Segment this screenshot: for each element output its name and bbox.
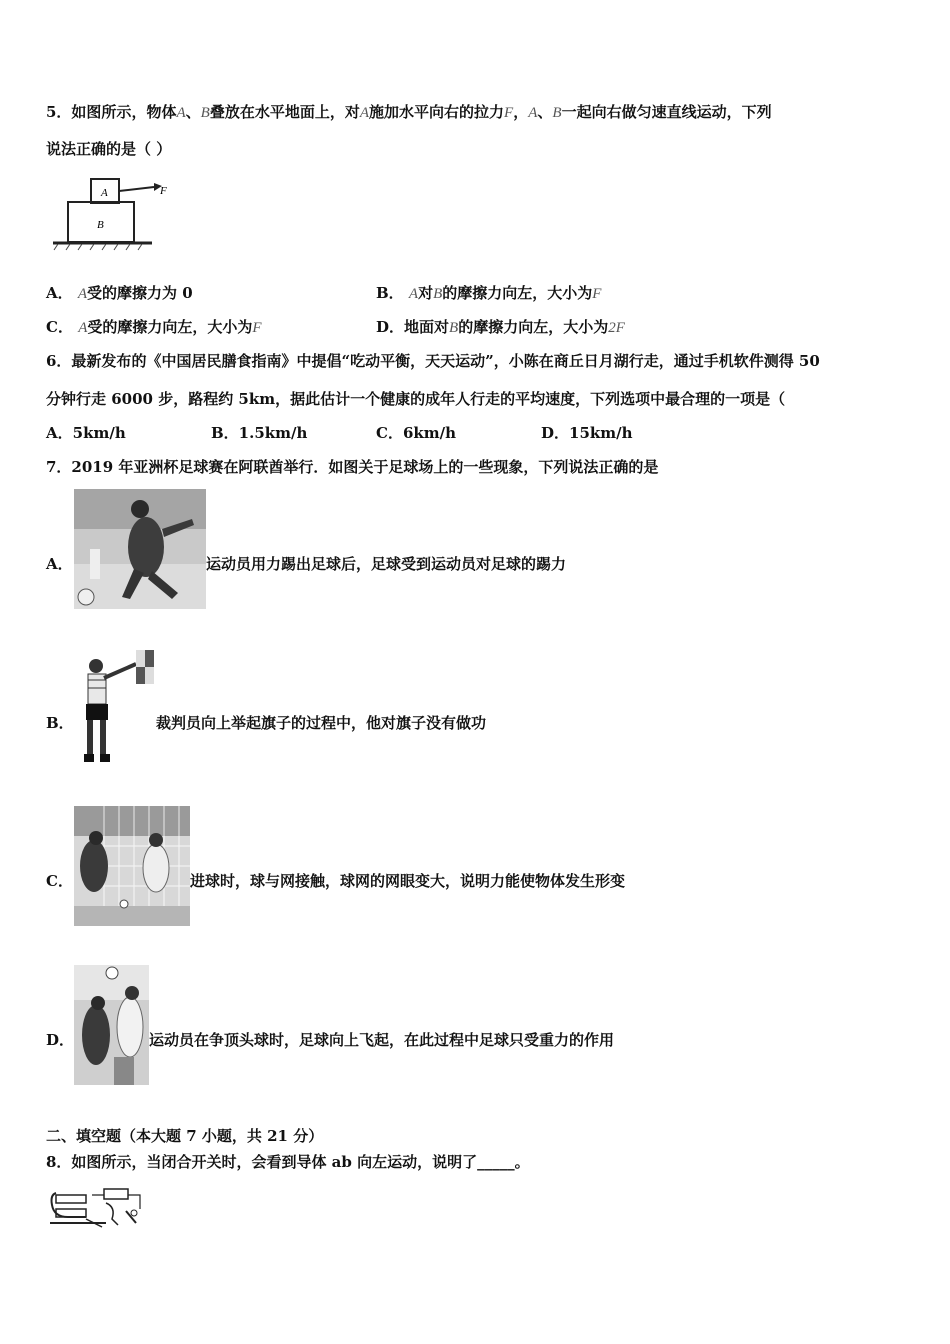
section-2-title: 二、填空题（本大题 7 小题，共 21 分）	[46, 1127, 324, 1145]
q5-figure-label-a: A	[101, 187, 108, 199]
q7-option-d-photo	[74, 965, 149, 1085]
q5-figure-blocks	[50, 170, 170, 252]
q7-option-b-photo	[74, 648, 156, 768]
q7-option-c-text: 进球时，球与网接触，球网的网眼变大，说明力能使物体发生形变	[190, 872, 626, 890]
q5-stem-line1: 5．如图所示，物体A、B叠放在水平地面上，对A施加水平向右的拉力F，A、B一起向右做匀速直线运动，下列	[46, 103, 772, 121]
q7-option-b-label: B．	[46, 714, 74, 732]
q7-stem: 7．2019 年亚洲杯足球赛在阿联酋举行．如图关于足球场上的一些现象，下列说法正确的是	[46, 458, 659, 476]
q7-option-a-label: A．	[46, 555, 73, 573]
q7-option-b-text: 裁判员向上举起旗子的过程中，他对旗子没有做功	[156, 714, 487, 732]
q7-option-c-photo	[74, 806, 190, 926]
q6-stem-line1: 6．最新发布的《中国居民膳食指南》中提倡“吃动平衡，天天运动”，小陈在商丘日月湖行走，通过手机软件测得 50	[46, 352, 820, 370]
q5-stem-line2: 说法正确的是（ ）	[46, 140, 172, 158]
q8-figure-circuit	[46, 1183, 148, 1229]
q6-option-d: D．15km/h	[541, 424, 633, 442]
q6-option-a: A．5km/h	[46, 424, 126, 442]
q7-option-a-photo	[74, 489, 206, 609]
q6-option-c: C．6km/h	[376, 424, 457, 442]
q6-option-b: B．1.5km/h	[211, 424, 308, 442]
q6-stem-line2: 分钟行走 6000 步，路程约 5km，据此估计一个健康的成年人行走的平均速度，下列选项中最合理的一项是（	[46, 390, 786, 408]
q8-stem: 8．如图所示，当闭合开关时，会看到导体 ab 向左运动，说明了_____。	[46, 1153, 530, 1171]
q5-figure-label-f: F	[160, 185, 167, 197]
q5-option-c: C． A受的摩擦力向左，大小为F	[46, 318, 262, 336]
q7-option-c-label: C．	[46, 872, 73, 890]
q7-option-a-text: 运动员用力踢出足球后，足球受到运动员对足球的踢力	[206, 555, 567, 573]
q5-option-d: D．地面对B的摩擦力向左，大小为2F	[376, 318, 625, 336]
q5-figure-label-b: B	[97, 219, 104, 231]
q7-option-d-label: D．	[46, 1031, 75, 1049]
q5-option-b: B． A对B的摩擦力向左，大小为F	[376, 284, 602, 302]
q7-option-d-text: 运动员在争顶头球时，足球向上飞起，在此过程中足球只受重力的作用	[149, 1031, 615, 1049]
q5-option-a: A． A受的摩擦力为 0	[46, 284, 193, 302]
